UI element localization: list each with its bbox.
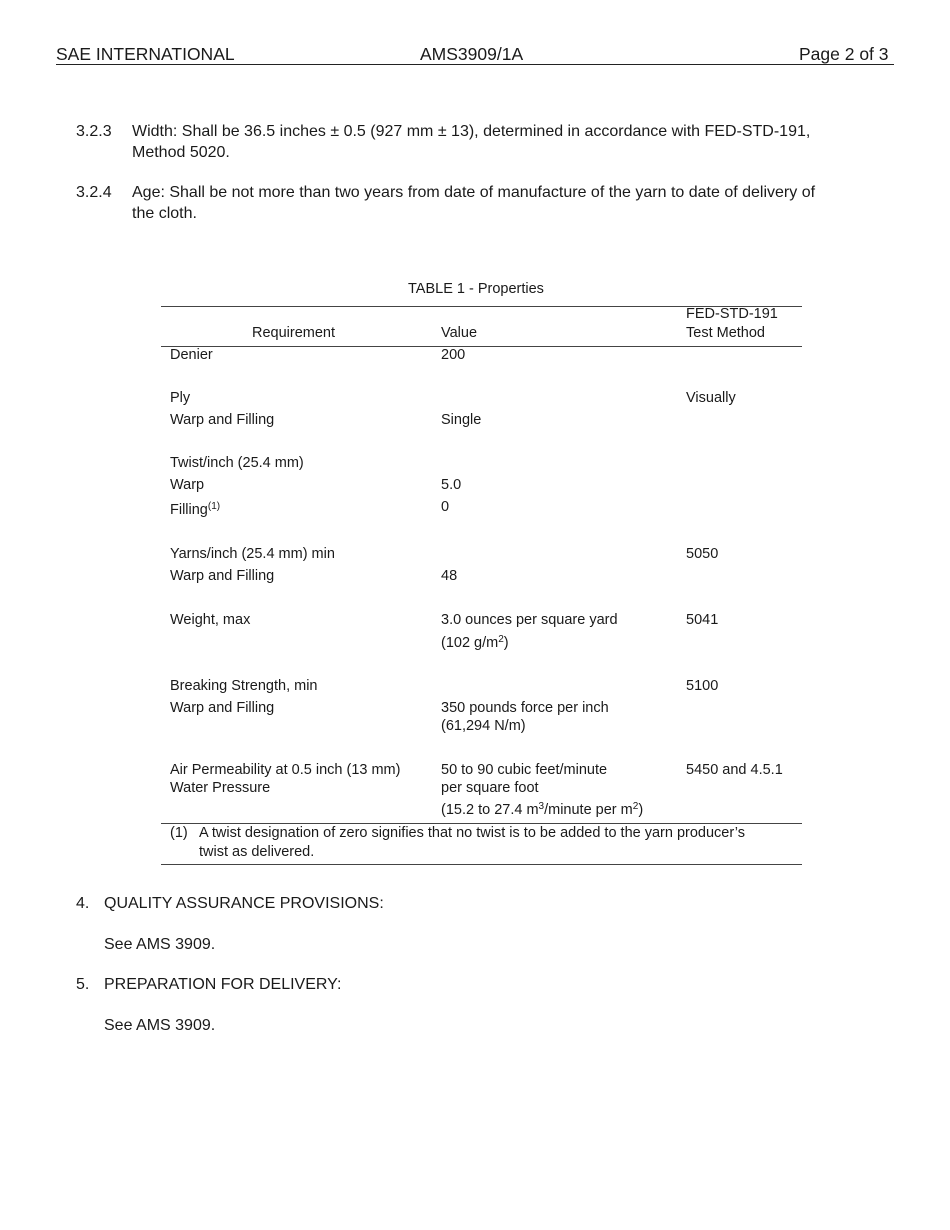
- table-header-rule: [161, 346, 802, 347]
- header-doc-number: AMS3909/1A: [420, 44, 524, 64]
- row-denier-value: 200: [441, 347, 466, 363]
- row-air-value-line3: [441, 801, 643, 819]
- table-title: TABLE 1 - Properties: [408, 281, 544, 297]
- row-breaking-warp-value-line1: 350 pounds force per inch: [441, 700, 609, 716]
- header-page-number: Page 2 of 3: [799, 44, 889, 64]
- row-breaking-warp-label: Warp and Filling: [170, 700, 275, 716]
- row-air-value-line1: 50 to 90 cubic feet/minute: [441, 762, 608, 778]
- para-3-2-4-line2: the cloth.: [132, 205, 197, 222]
- para-3-2-3-line1: Width: Shall be 36.5 inches ± 0.5 (927 mm ± 13), determined in accordance with FED-STD-191,: [132, 123, 811, 140]
- table-bottom-rule: [161, 864, 802, 865]
- section-4-body: See AMS 3909.: [104, 936, 216, 953]
- row-ply-label: Ply: [170, 390, 191, 406]
- row-air-label-line1: Air Permeability at 0.5 inch (13 mm): [170, 762, 401, 778]
- row-air-value-line3-sup2: 2: [632, 801, 639, 812]
- row-twist-label: Twist/inch (25.4 mm): [170, 455, 304, 471]
- row-twist-warp-label: Warp: [170, 477, 205, 493]
- footnote-line1: A twist designation of zero signifies that no twist is to be added to the yarn producer’s: [199, 825, 745, 841]
- row-weight-label: Weight, max: [170, 612, 251, 628]
- row-weight-value-line2: [441, 634, 509, 652]
- row-air-value-line3-a: (15.2 to 27.4 m: [441, 802, 539, 818]
- header-rule: [56, 64, 894, 65]
- row-yarns-warp-label: Warp and Filling: [170, 568, 275, 584]
- col-header-value: Value: [441, 325, 478, 341]
- para-3-2-3-line2: Method 5020.: [132, 144, 230, 161]
- footnote-marker: (1): [170, 825, 188, 841]
- row-breaking-warp-value-line2: (61,294 N/m): [441, 718, 526, 734]
- row-ply-method: Visually: [686, 390, 736, 406]
- col-header-method-line2: Test Method: [686, 325, 765, 341]
- row-twist-filling-text: Filling: [170, 502, 208, 518]
- row-yarns-method: 5050: [686, 546, 719, 562]
- para-3-2-3-number: 3.2.3: [76, 123, 112, 140]
- row-air-value-line3-sup1: 3: [538, 801, 545, 812]
- row-yarns-label: Yarns/inch (25.4 mm) min: [170, 546, 335, 562]
- section-5-number: 5.: [76, 976, 90, 993]
- row-ply-warp-label: Warp and Filling: [170, 412, 275, 428]
- row-air-value-line3-b: /minute per m: [544, 802, 633, 818]
- row-twist-filling-label: [170, 501, 220, 519]
- footnote-ref: (1): [207, 501, 221, 512]
- col-header-requirement: Requirement: [252, 325, 336, 341]
- row-breaking-label: Breaking Strength, min: [170, 678, 318, 694]
- row-ply-warp-value: Single: [441, 412, 482, 428]
- section-4-number: 4.: [76, 895, 90, 912]
- row-air-value-line2: per square foot: [441, 780, 539, 796]
- section-5-title: PREPARATION FOR DELIVERY:: [104, 976, 342, 993]
- col-header-method-line1: FED-STD-191: [686, 306, 778, 322]
- header-org: SAE INTERNATIONAL: [56, 44, 235, 64]
- row-breaking-method: 5100: [686, 678, 719, 694]
- row-twist-filling-value: 0: [441, 499, 450, 515]
- row-air-method: 5450 and 4.5.1: [686, 762, 783, 778]
- para-3-2-4-line1: Age: Shall be not more than two years from date of manufacture of the yarn to date of delivery of: [132, 184, 816, 201]
- para-3-2-4-number: 3.2.4: [76, 184, 112, 201]
- row-yarns-warp-value: 48: [441, 568, 458, 584]
- row-denier-label: Denier: [170, 347, 213, 363]
- row-air-value-line3-c: ): [638, 802, 644, 818]
- row-air-label-line2: Water Pressure: [170, 780, 271, 796]
- row-weight-value-line1: 3.0 ounces per square yard: [441, 612, 618, 628]
- row-twist-warp-value: 5.0: [441, 477, 462, 493]
- section-5-body: See AMS 3909.: [104, 1017, 216, 1034]
- row-weight-value-line2-sup: 2: [498, 634, 504, 645]
- footnote-line2: twist as delivered.: [199, 844, 315, 860]
- row-weight-method: 5041: [686, 612, 719, 628]
- section-4-title: QUALITY ASSURANCE PROVISIONS:: [104, 895, 384, 912]
- row-weight-value-line2-b: ): [503, 635, 509, 651]
- row-weight-value-line2-a: (102 g/m: [441, 635, 499, 651]
